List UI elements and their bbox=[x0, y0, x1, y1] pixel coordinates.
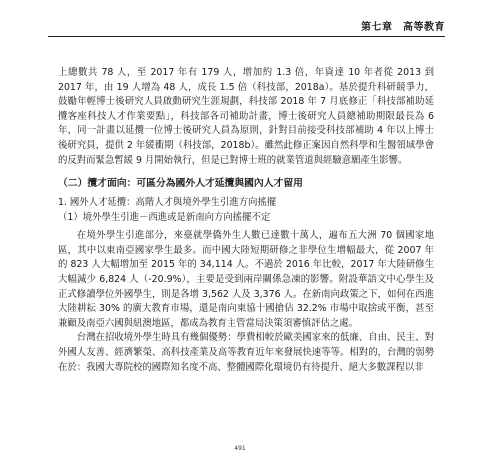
subheading-level-2: （1）境外學生引進－西進或是新南向方向搖擺不定 bbox=[58, 212, 271, 224]
page-body bbox=[58, 66, 434, 375]
page-number: 491 bbox=[234, 445, 246, 452]
running-header bbox=[48, 16, 445, 37]
section-heading: （二）攬才面向：可區分為國外人才延攬與國內人才留用 bbox=[58, 178, 303, 190]
paragraph: 在境外學生引進部分，來臺就學僑外生人數已達數十萬人，遍布五大洲 70 個國家地區，其中以東南亞國家學生最多。而中國大陸短期研修之非學位生增幅最大，從 2007 年的 823 人大幅增加至 2015 年的 34,114 人。不過於 2016 年比較，2017 年大陸研修生大幅減少 6,824 人（-20.9%），主要是受到兩岸關係急凍的影響。附設華語文中心學生及正式修讀學位外國學生，則是各增 3,562 人及 3,376 人。在新南向政策之下，如何在西進大陸耕耘 30% 的廣大教育市場，還是南向東協十國搶佔 32.2% 市場中取捨或平衡，甚至兼顧及南亞六國與紐澳地區，都成為教育主管當局決策須審慎評估之處。 bbox=[58, 230, 434, 329]
subheading-level-1: 1. 國外人才延攬：高階人才與境外學生引進方向搖擺 bbox=[58, 197, 277, 209]
paragraph-continued: 上總數共 78 人，至 2017 年有 179 人，增加約 1.3 倍，年資達 10 年者從 2013 到 2017 年，由 19 人增為 48 人，成長 1.5 倍（科技部，2018a）。基於提升科研競爭力，鼓勵年輕博士後研究人員啟動研究生涯規劃，科技部 2018 年 7 月底修正「科技部補助延攬客座科技人才作業要點」，科技部各司補助計畫，博士後研究人員總補助期限最長為 6 年，同一計畫以延攬一位博士後研究人員為原則，針對目前接受科技部補助 4 年以上博士後研究員，提供 2 年緩衝期（科技部，2018b）。雖然此修正案因自然科學和生醫領域學會的反對而緊急暫緩 9 月開始執行，但是已對博士班的就業管道與經驗意願產生影響。 bbox=[58, 67, 434, 166]
chapter-title: 第七章 高等教育 bbox=[361, 22, 445, 33]
paragraph: 台灣在招收境外學生時具有幾個優勢：學費相較於歐美國家來的低廉、自由、民主、對外國人友善、經濟繁榮、高科技產業及高等教育近年來發展快速等等。相對的，台灣的弱勢在於：我國大專院校的國際知名度不高、整體國際化環境仍有待提升、絕大多數課程以非 bbox=[58, 332, 434, 373]
